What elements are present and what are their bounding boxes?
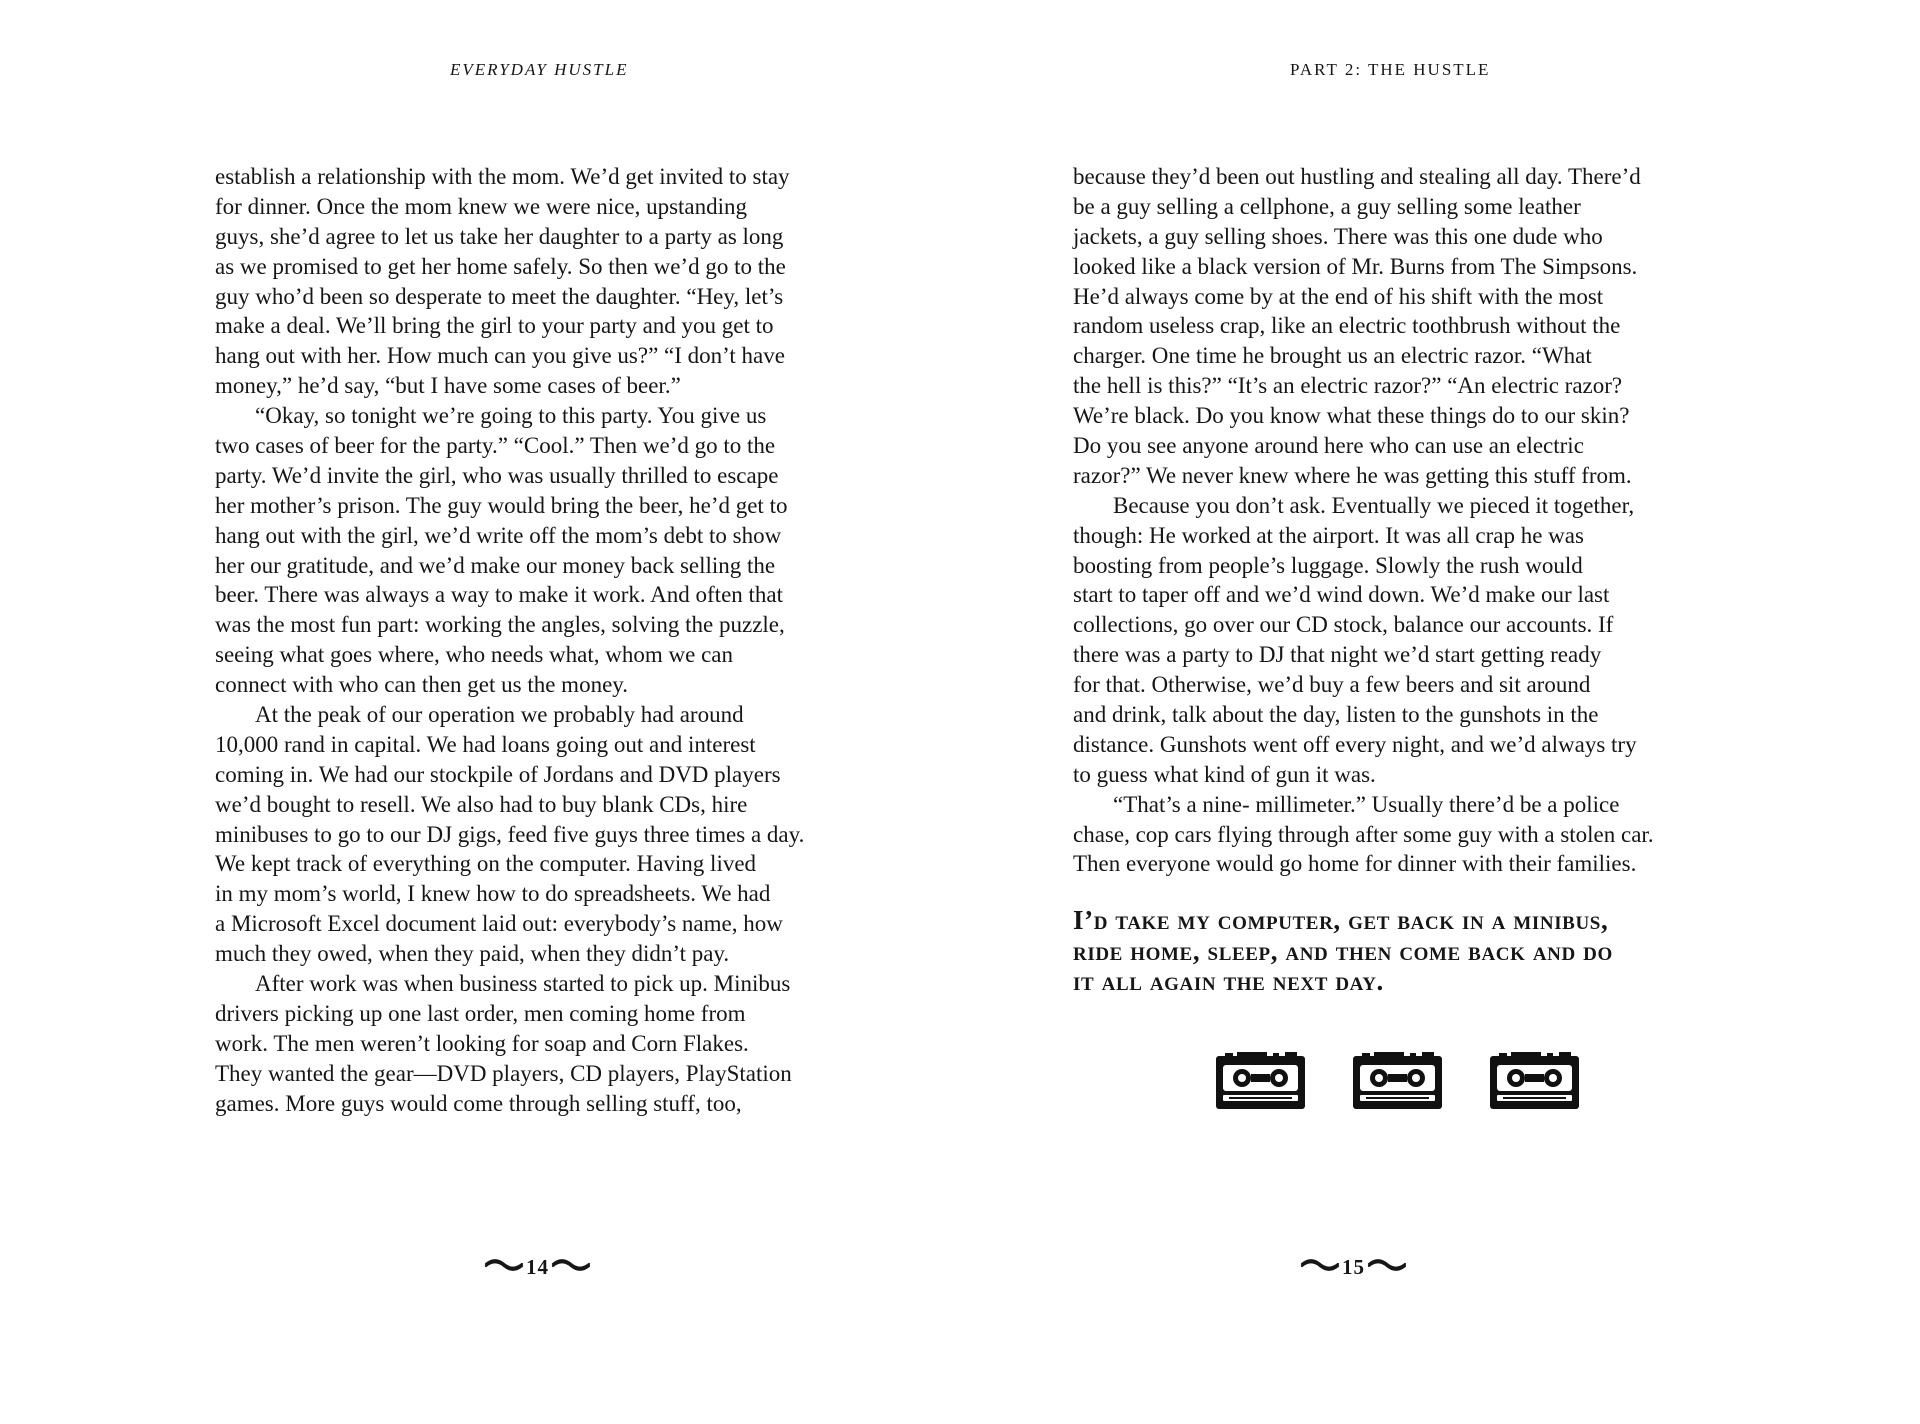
text-line: because they’d been out hustling and stealing all day. There’d: [1073, 164, 1641, 189]
page-number: 15: [1342, 1254, 1365, 1279]
text-line: was the most fun part: working the angles, solving the puzzle,: [215, 612, 785, 638]
text-line: We’re black. Do you know what these things do to our skin?: [1073, 403, 1630, 429]
paragraph-start-line: After work was when business started to pick up. Minibus: [255, 971, 791, 997]
closing-line: I’d take my computer, get back in a minibus,: [1073, 905, 1609, 935]
text-line: razor?” We never knew where he was getting this stuff from.: [1073, 462, 1632, 488]
swash-ornament-icon: [1300, 1258, 1340, 1277]
text-line: as we promised to get her home safely. So then we’d go to the: [215, 253, 786, 279]
closing-line: ride home, sleep, and then come back and do: [1073, 935, 1613, 966]
text-line: Then everyone would go home for dinner with their families.: [1073, 851, 1637, 877]
text-line: drivers picking up one last order, men coming home from: [215, 1000, 746, 1026]
text-line: her mother’s prison. The guy would bring the beer, he’d get to: [215, 492, 788, 518]
text-line: jackets, a guy selling shoes. There was this one dude who: [1073, 223, 1603, 249]
page-number-right: [1300, 1252, 1407, 1282]
swash-ornament-icon: [484, 1258, 524, 1277]
text-line: connect with who can then get us the money.: [215, 672, 629, 698]
cassette-tape-icon: [1215, 1052, 1306, 1110]
text-line: money,” he’d say, “but I have some cases of beer.”: [215, 373, 681, 399]
closing-line: it all again the next day.: [1073, 966, 1384, 996]
body-text-right: [1073, 162, 1733, 879]
right-page: [960, 0, 1920, 1424]
text-line: work. The men weren’t looking for soap and Corn Flakes.: [215, 1030, 749, 1056]
running-head-right: PART 2: THE HUSTLE: [1290, 60, 1491, 79]
text-line: to guess what kind of gun it was.: [1073, 761, 1376, 787]
text-line: start to taper off and we’d wind down. We’d make our last: [1073, 582, 1610, 608]
text-line: and drink, talk about the day, listen to the gunshots in the: [1073, 702, 1599, 728]
cassette-tape-icon: [1352, 1052, 1443, 1110]
text-line: her our gratitude, and we’d make our money back selling the: [215, 552, 776, 578]
text-line: party. We’d invite the girl, who was usually thrilled to escape: [215, 462, 779, 488]
cassette-tape-icon: [1489, 1052, 1580, 1110]
text-line: though: He worked at the airport. It was all crap he was: [1073, 522, 1584, 548]
text-line: for that. Otherwise, we’d buy a few beers and sit around: [1073, 672, 1591, 698]
cassette-ornament-row: [1215, 1052, 1615, 1112]
text-line: two cases of beer for the party.” “Cool.” Then we’d go to the: [215, 433, 776, 459]
text-line: coming in. We had our stockpile of Jordans and DVD players: [215, 761, 781, 787]
text-line: for dinner. Once the mom knew we were nice, upstanding: [215, 193, 748, 219]
text-line: seeing what goes where, who needs what, whom we can: [215, 642, 733, 668]
text-line: make a deal. We’ll bring the girl to your party and you get to: [215, 313, 774, 339]
text-line: be a guy selling a cellphone, a guy selling some leather: [1073, 193, 1581, 219]
text-line: a Microsoft Excel document laid out: everybody’s name, how: [215, 911, 783, 937]
text-line: much they owed, when they paid, when they didn’t pay.: [215, 941, 730, 967]
text-line: there was a party to DJ that night we’d start getting ready: [1073, 642, 1602, 668]
text-line: distance. Gunshots went off every night, and we’d always try: [1073, 731, 1637, 757]
text-line: We kept track of everything on the computer. Having lived: [215, 851, 757, 877]
swash-ornament-icon: [551, 1258, 591, 1277]
page-number-left: [484, 1252, 591, 1282]
body-text-left: [215, 162, 870, 1119]
text-line: They wanted the gear—DVD players, CD players, PlayStation: [215, 1060, 792, 1086]
paragraph-start-line: “That’s a nine- millimeter.” Usually there’d be a police: [1113, 791, 1620, 817]
text-line: hang out with her. How much can you give us?” “I don’t have: [215, 343, 785, 369]
text-line: Do you see anyone around here who can use an electric: [1073, 433, 1584, 459]
closing-statement: [1073, 905, 1733, 997]
text-line: collections, go over our CD stock, balance our accounts. If: [1073, 612, 1614, 638]
text-line: hang out with the girl, we’d write off the mom’s debt to show: [215, 522, 782, 548]
text-line: guys, she’d agree to let us take her daughter to a party as long: [215, 223, 784, 249]
paragraph-start-line: At the peak of our operation we probably had around: [255, 702, 744, 728]
text-line: the hell is this?” “It’s an electric razor?” “An electric razor?: [1073, 373, 1623, 399]
text-line: 10,000 rand in capital. We had loans going out and interest: [215, 731, 756, 757]
text-line: minibuses to go to our DJ gigs, feed five guys three times a day.: [215, 821, 805, 847]
text-line: random useless crap, like an electric toothbrush without the: [1073, 313, 1621, 339]
running-head-left: EVERYDAY HUSTLE: [450, 60, 629, 79]
text-line: chase, cop cars flying through after some guy with a stolen car.: [1073, 821, 1654, 847]
text-line: we’d bought to resell. We also had to buy blank CDs, hire: [215, 791, 748, 817]
paragraph-start-line: “Okay, so tonight we’re going to this party. You give us: [255, 403, 767, 429]
text-line: games. More guys would come through selling stuff, too,: [215, 1090, 742, 1116]
text-line: He’d always come by at the end of his shift with the most: [1073, 283, 1604, 309]
text-line: beer. There was always a way to make it work. And often that: [215, 582, 784, 608]
swash-ornament-icon: [1367, 1258, 1407, 1277]
text-line: charger. One time he brought us an electric razor. “What: [1073, 343, 1592, 369]
text-line: in my mom’s world, I knew how to do spreadsheets. We had: [215, 881, 771, 907]
page-number: 14: [526, 1254, 549, 1279]
text-line: boosting from people’s luggage. Slowly the rush would: [1073, 552, 1583, 578]
text-line: guy who’d been so desperate to meet the daughter. “Hey, let’s: [215, 283, 784, 309]
text-line: looked like a black version of Mr. Burns from The Simpsons.: [1073, 253, 1638, 279]
paragraph-start-line: Because you don’t ask. Eventually we pieced it together,: [1113, 492, 1635, 518]
text-line: establish a relationship with the mom. We’d get invited to stay: [215, 164, 790, 189]
